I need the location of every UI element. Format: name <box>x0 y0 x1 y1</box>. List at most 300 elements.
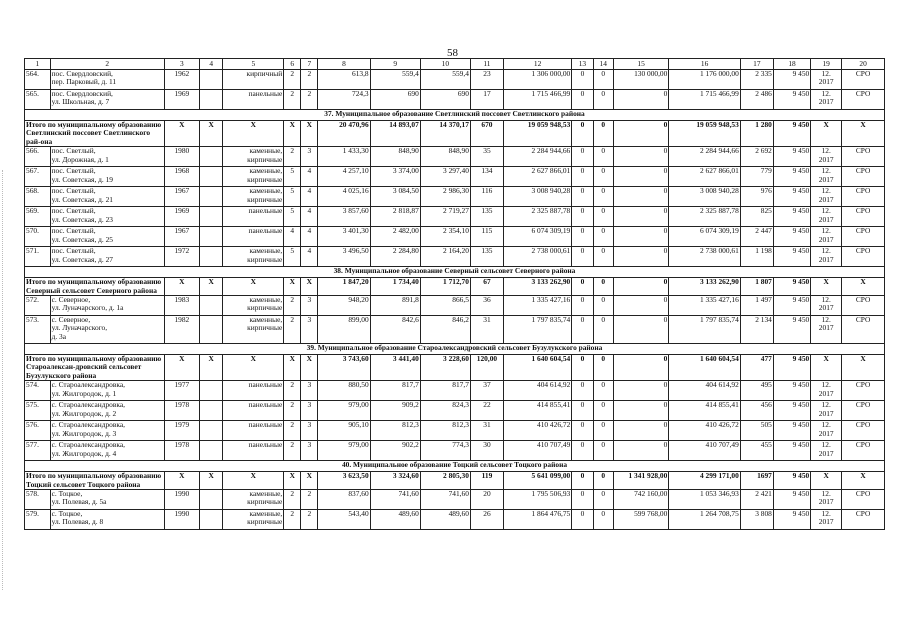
table-cell: 1 264 708,75 <box>669 510 740 530</box>
table-row <box>25 296 885 316</box>
table-cell: 1990 <box>164 510 199 530</box>
table-cell: 1979 <box>164 421 199 441</box>
table-cell: 3 857,60 <box>318 207 370 227</box>
table-cell: 0 <box>593 227 613 247</box>
table-cell: 3 084,50 <box>370 187 420 207</box>
table-cell: панельные <box>223 227 284 247</box>
subtotal-cell: 0 <box>613 121 668 147</box>
address-cell: пос. Светлый, ул. Советская, д. 21 <box>50 187 164 207</box>
table-cell: 2 <box>284 421 301 441</box>
subtotal-label: Итого по муниципальному образованию Староалексан-дровский сельсовет Бузулукского района <box>25 355 165 381</box>
table-cell: 23 <box>470 70 503 90</box>
table-cell: СРО <box>842 207 885 227</box>
table-cell: СРО <box>842 441 885 461</box>
table-cell: 2 <box>284 401 301 421</box>
row-number-cell: 576. <box>25 421 51 441</box>
column-number-cell: 18 <box>773 59 810 70</box>
table-cell: 976 <box>740 187 773 207</box>
table-cell: 410 707,49 <box>669 441 740 461</box>
table-cell: 0 <box>593 247 613 267</box>
table-cell: 17 <box>470 90 503 110</box>
address-cell: с. Староалександровка, ул. Жилгородок, д. 2 <box>50 401 164 421</box>
table-cell: 12. 2017 <box>811 381 842 401</box>
row-number-cell: 569. <box>25 207 51 227</box>
table-cell: 404 614,92 <box>503 381 571 401</box>
table-cell: 5 <box>284 207 301 227</box>
table-cell: 22 <box>470 401 503 421</box>
subtotal-cell: 1 640 604,54 <box>503 355 571 381</box>
table-cell: 1983 <box>164 296 199 316</box>
table-cell: 6 074 309,19 <box>669 227 740 247</box>
subtotal-cell: X <box>284 278 301 296</box>
table-cell: 3 008 940,28 <box>503 187 571 207</box>
table-cell: 2 421 <box>740 490 773 510</box>
subtotal-cell: X <box>223 278 284 296</box>
row-number-cell: 567. <box>25 167 51 187</box>
table-cell: каменные, кирпичные <box>223 247 284 267</box>
housing-registry-table <box>24 58 885 530</box>
section-heading-row <box>25 267 885 278</box>
table-cell: 0 <box>613 207 668 227</box>
subtotal-cell: 0 <box>593 121 613 147</box>
subtotal-cell: X <box>223 472 284 490</box>
table-cell: 2 284 944,66 <box>669 147 740 167</box>
table-cell: 0 <box>593 147 613 167</box>
table-cell: 12. 2017 <box>811 90 842 110</box>
table-cell: 12. 2017 <box>811 421 842 441</box>
table-cell: 543,40 <box>318 510 370 530</box>
table-cell: 2 <box>301 490 318 510</box>
table-cell <box>199 490 222 510</box>
table-row <box>25 207 885 227</box>
table-cell: СРО <box>842 490 885 510</box>
table-cell: 4 <box>301 207 318 227</box>
subtotal-cell: 0 <box>593 278 613 296</box>
table-cell: 2 <box>284 70 301 90</box>
subtotal-cell: 19 059 948,53 <box>669 121 740 147</box>
table-cell <box>199 90 222 110</box>
table-cell: 0 <box>593 316 613 344</box>
subtotal-cell: 0 <box>593 355 613 381</box>
column-number-cell: 15 <box>613 59 668 70</box>
subtotal-cell: X <box>284 355 301 381</box>
table-cell: 495 <box>740 381 773 401</box>
table-cell: 4 025,16 <box>318 187 370 207</box>
table-cell: 3 008 940,28 <box>669 187 740 207</box>
subtotal-cell: X <box>223 355 284 381</box>
table-cell: 414 855,41 <box>669 401 740 421</box>
table-cell: 455 <box>740 441 773 461</box>
housing-registry-table-container <box>24 58 885 530</box>
row-number-cell: 566. <box>25 147 51 167</box>
table-cell: панельные <box>223 90 284 110</box>
table-cell: 1 335 427,16 <box>669 296 740 316</box>
table-cell: 2 <box>284 147 301 167</box>
subtotal-cell: X <box>199 278 222 296</box>
subtotal-cell: 3 133 262,90 <box>669 278 740 296</box>
table-cell: 1 715 466,99 <box>503 90 571 110</box>
column-number-cell: 11 <box>470 59 503 70</box>
table-cell: 774,3 <box>420 441 470 461</box>
table-cell: 31 <box>470 421 503 441</box>
table-cell: 2 335 <box>740 70 773 90</box>
table-cell: 410 426,72 <box>669 421 740 441</box>
table-cell: 2 <box>284 510 301 530</box>
subtotal-row <box>25 121 885 147</box>
table-cell: 613,8 <box>318 70 370 90</box>
table-cell: 846,2 <box>420 316 470 344</box>
table-cell: 0 <box>613 147 668 167</box>
section-heading: 39. Муниципальное образование Староалександровский сельсовет Бузулукского района <box>25 344 885 355</box>
table-cell: 505 <box>740 421 773 441</box>
table-cell: 20 <box>470 490 503 510</box>
table-cell: 0 <box>593 510 613 530</box>
table-cell: 1 715 466,99 <box>669 90 740 110</box>
row-number-cell: 577. <box>25 441 51 461</box>
table-cell: 2 986,30 <box>420 187 470 207</box>
subtotal-label: Итого по муниципальному образованию Северный сельсовет Северного района <box>25 278 165 296</box>
subtotal-cell: X <box>284 121 301 147</box>
table-cell: СРО <box>842 247 885 267</box>
table-cell: 2 <box>284 441 301 461</box>
table-cell <box>199 421 222 441</box>
table-cell <box>199 70 222 90</box>
subtotal-cell: 9 450 <box>773 472 810 490</box>
table-cell: СРО <box>842 316 885 344</box>
table-cell: 559,4 <box>370 70 420 90</box>
column-number-row <box>25 59 885 70</box>
table-cell: СРО <box>842 381 885 401</box>
table-cell: каменные, кирпичные <box>223 187 284 207</box>
table-cell: 812,3 <box>370 421 420 441</box>
subtotal-cell: X <box>301 355 318 381</box>
table-cell: 0 <box>593 381 613 401</box>
table-cell: 9 450 <box>773 90 810 110</box>
table-cell: 1 864 476,75 <box>503 510 571 530</box>
table-cell: 724,3 <box>318 90 370 110</box>
table-cell: 1978 <box>164 401 199 421</box>
table-cell: 134 <box>470 167 503 187</box>
column-number-cell: 10 <box>420 59 470 70</box>
table-cell: 12. 2017 <box>811 401 842 421</box>
subtotal-cell: 9 450 <box>773 278 810 296</box>
table-cell: 741,60 <box>370 490 420 510</box>
table-cell: 9 450 <box>773 441 810 461</box>
table-cell: 0 <box>572 70 593 90</box>
table-cell: 3 <box>301 147 318 167</box>
address-cell: с. Тоцкое, ул. Полевая, д. 8 <box>50 510 164 530</box>
table-cell: 3 <box>301 381 318 401</box>
table-cell: 848,90 <box>420 147 470 167</box>
subtotal-cell: 120,00 <box>470 355 503 381</box>
table-row <box>25 147 885 167</box>
subtotal-cell: 19 059 948,53 <box>503 121 571 147</box>
table-cell <box>199 147 222 167</box>
column-number-cell: 19 <box>811 59 842 70</box>
table-cell: 3 <box>301 296 318 316</box>
table-cell: 410 426,72 <box>503 421 571 441</box>
table-cell: 1968 <box>164 167 199 187</box>
table-cell: 0 <box>613 316 668 344</box>
table-cell: 837,60 <box>318 490 370 510</box>
table-row <box>25 187 885 207</box>
table-cell: 1969 <box>164 90 199 110</box>
section-heading-row <box>25 110 885 121</box>
table-cell: 905,10 <box>318 421 370 441</box>
table-cell <box>199 187 222 207</box>
address-cell: пос. Светлый, ул. Советская, д. 27 <box>50 247 164 267</box>
row-number-cell: 570. <box>25 227 51 247</box>
table-cell: 0 <box>572 490 593 510</box>
table-cell: 979,00 <box>318 401 370 421</box>
table-cell: 4 <box>301 247 318 267</box>
table-cell: 3 <box>301 316 318 344</box>
table-cell: 0 <box>572 167 593 187</box>
table-cell: 30 <box>470 441 503 461</box>
subtotal-cell: 2 805,30 <box>420 472 470 490</box>
table-cell: 0 <box>572 401 593 421</box>
table-cell: 0 <box>613 296 668 316</box>
table-cell: 848,90 <box>370 147 420 167</box>
subtotal-cell: 1 341 928,00 <box>613 472 668 490</box>
table-cell: СРО <box>842 187 885 207</box>
subtotal-cell: 3 133 262,90 <box>503 278 571 296</box>
table-cell: 1978 <box>164 441 199 461</box>
table-cell: 9 450 <box>773 227 810 247</box>
table-cell: каменные, кирпичные <box>223 316 284 344</box>
table-cell: 4 <box>301 227 318 247</box>
table-cell: СРО <box>842 147 885 167</box>
table-cell: 0 <box>572 421 593 441</box>
column-number-cell: 5 <box>223 59 284 70</box>
table-cell: 1 176 000,00 <box>669 70 740 90</box>
table-cell: каменные, кирпичные <box>223 296 284 316</box>
column-number-cell: 3 <box>164 59 199 70</box>
subtotal-cell: X <box>842 472 885 490</box>
table-cell: 824,3 <box>420 401 470 421</box>
column-number-cell: 6 <box>284 59 301 70</box>
row-number-cell: 573. <box>25 316 51 344</box>
table-cell: каменные, кирпичные <box>223 510 284 530</box>
table-cell: 2 486 <box>740 90 773 110</box>
table-cell: 1 198 <box>740 247 773 267</box>
table-cell: 2 <box>284 381 301 401</box>
table-cell: 2 354,10 <box>420 227 470 247</box>
address-cell: пос. Светлый, ул. Дорожная, д. 1 <box>50 147 164 167</box>
table-cell: 9 450 <box>773 490 810 510</box>
subtotal-cell: X <box>199 121 222 147</box>
table-row <box>25 490 885 510</box>
address-cell: пос. Свердловский, пер. Парковый, д. 11 <box>50 70 164 90</box>
table-cell: 2 <box>284 490 301 510</box>
address-cell: пос. Светлый, ул. Советская, д. 19 <box>50 167 164 187</box>
table-cell: 9 450 <box>773 167 810 187</box>
table-cell: 779 <box>740 167 773 187</box>
section-heading: 37. Муниципальное образование Светлинский поссовет Светлинского района <box>25 110 885 121</box>
subtotal-label: Итого по муниципальному образованию Светлинский поссовет Светлинского рай-она <box>25 121 165 147</box>
table-cell: 0 <box>593 441 613 461</box>
table-cell: 414 855,41 <box>503 401 571 421</box>
table-cell: 979,00 <box>318 441 370 461</box>
subtotal-cell: X <box>164 472 199 490</box>
table-cell: 0 <box>593 490 613 510</box>
table-cell: 559,4 <box>420 70 470 90</box>
column-number-cell: 14 <box>593 59 613 70</box>
subtotal-cell: 0 <box>572 278 593 296</box>
table-cell: 2 134 <box>740 316 773 344</box>
table-cell: 3 <box>301 441 318 461</box>
table-cell: 825 <box>740 207 773 227</box>
column-number-cell: 7 <box>301 59 318 70</box>
address-cell: с. Староалександровка, ул. Жилгородок, д. 3 <box>50 421 164 441</box>
table-cell: СРО <box>842 401 885 421</box>
table-cell: 12. 2017 <box>811 207 842 227</box>
table-cell: 4 257,10 <box>318 167 370 187</box>
subtotal-cell: 477 <box>740 355 773 381</box>
table-cell: 37 <box>470 381 503 401</box>
row-number-cell: 575. <box>25 401 51 421</box>
table-cell: 880,50 <box>318 381 370 401</box>
table-cell: 0 <box>593 207 613 227</box>
table-cell: 2 447 <box>740 227 773 247</box>
table-cell: 2 <box>284 90 301 110</box>
subtotal-cell: 9 450 <box>773 121 810 147</box>
table-cell: 9 450 <box>773 510 810 530</box>
table-cell: 9 450 <box>773 207 810 227</box>
subtotal-cell: X <box>223 121 284 147</box>
column-number-cell: 13 <box>572 59 593 70</box>
row-number-cell: 578. <box>25 490 51 510</box>
table-cell: 12. 2017 <box>811 296 842 316</box>
table-cell: 1 053 346,93 <box>669 490 740 510</box>
subtotal-row <box>25 472 885 490</box>
table-cell: панельные <box>223 207 284 227</box>
table-cell: 0 <box>613 381 668 401</box>
table-cell: 0 <box>593 90 613 110</box>
table-cell: 3 <box>301 421 318 441</box>
table-cell: 0 <box>593 70 613 90</box>
table-cell: 2 325 887,78 <box>503 207 571 227</box>
table-cell: 1972 <box>164 247 199 267</box>
table-cell: 1990 <box>164 490 199 510</box>
table-cell: 1967 <box>164 187 199 207</box>
table-cell: 0 <box>593 401 613 421</box>
subtotal-cell: X <box>811 355 842 381</box>
subtotal-cell: 1 712,70 <box>420 278 470 296</box>
subtotal-cell: X <box>842 121 885 147</box>
table-cell: 2 719,27 <box>420 207 470 227</box>
table-cell <box>199 227 222 247</box>
table-cell: 0 <box>593 421 613 441</box>
table-cell: 2 <box>301 90 318 110</box>
table-cell: 1969 <box>164 207 199 227</box>
table-cell <box>199 401 222 421</box>
table-cell: СРО <box>842 90 885 110</box>
table-row <box>25 247 885 267</box>
table-cell: 404 614,92 <box>669 381 740 401</box>
subtotal-cell: X <box>164 278 199 296</box>
table-cell: 2 164,20 <box>420 247 470 267</box>
table-cell: 12. 2017 <box>811 316 842 344</box>
table-cell: 12. 2017 <box>811 167 842 187</box>
table-cell: 902,2 <box>370 441 420 461</box>
subtotal-cell: 0 <box>613 355 668 381</box>
table-cell: 0 <box>572 296 593 316</box>
table-cell: 489,60 <box>370 510 420 530</box>
subtotal-cell: 1 847,20 <box>318 278 370 296</box>
section-heading: 40. Муниципальное образование Тоцкий сельсовет Тоцкого района <box>25 461 885 472</box>
table-cell: 36 <box>470 296 503 316</box>
table-cell: 0 <box>572 316 593 344</box>
address-cell: пос. Светлый, ул. Советская, д. 25 <box>50 227 164 247</box>
subtotal-cell: 1 280 <box>740 121 773 147</box>
table-cell: 0 <box>572 381 593 401</box>
table-cell: 0 <box>613 187 668 207</box>
table-cell: 9 450 <box>773 147 810 167</box>
table-cell: 9 450 <box>773 316 810 344</box>
subtotal-row <box>25 355 885 381</box>
table-cell: 5 <box>284 167 301 187</box>
table-cell: 3 401,30 <box>318 227 370 247</box>
table-cell <box>199 441 222 461</box>
subtotal-cell: 3 623,50 <box>318 472 370 490</box>
address-cell: с. Северное, ул. Луначарского, д. 3а <box>50 316 164 344</box>
table-cell: 0 <box>572 207 593 227</box>
table-cell: 0 <box>572 187 593 207</box>
section-heading-row <box>25 344 885 355</box>
column-number-cell: 2 <box>50 59 164 70</box>
table-cell: 690 <box>370 90 420 110</box>
subtotal-row <box>25 278 885 296</box>
address-cell: с. Староалександровка, ул. Жилгородок, д. 4 <box>50 441 164 461</box>
table-cell: 1 795 506,93 <box>503 490 571 510</box>
table-cell: 0 <box>572 227 593 247</box>
table-cell: СРО <box>842 167 885 187</box>
table-row <box>25 90 885 110</box>
subtotal-cell: 3 228,60 <box>420 355 470 381</box>
column-number-cell: 20 <box>842 59 885 70</box>
table-cell: 130 000,00 <box>613 70 668 90</box>
table-row <box>25 401 885 421</box>
table-cell: 2 738 000,61 <box>503 247 571 267</box>
row-number-cell: 579. <box>25 510 51 530</box>
subtotal-cell: 0 <box>572 472 593 490</box>
table-cell: 899,00 <box>318 316 370 344</box>
table-body <box>25 59 885 530</box>
table-cell: 9 450 <box>773 70 810 90</box>
table-cell: 842,6 <box>370 316 420 344</box>
table-row <box>25 381 885 401</box>
table-cell: 456 <box>740 401 773 421</box>
row-number-cell: 571. <box>25 247 51 267</box>
table-cell <box>199 381 222 401</box>
subtotal-cell: 670 <box>470 121 503 147</box>
table-cell: 12. 2017 <box>811 510 842 530</box>
subtotal-cell: 3 441,40 <box>370 355 420 381</box>
table-cell: 0 <box>593 296 613 316</box>
subtotal-cell: 9 450 <box>773 355 810 381</box>
table-cell: 0 <box>572 441 593 461</box>
table-cell: 817,7 <box>420 381 470 401</box>
subtotal-cell: 3 324,60 <box>370 472 420 490</box>
subtotal-cell: X <box>164 355 199 381</box>
table-cell: 742 160,00 <box>613 490 668 510</box>
subtotal-cell: 0 <box>572 355 593 381</box>
table-cell: 3 374,00 <box>370 167 420 187</box>
table-cell: 0 <box>572 247 593 267</box>
subtotal-cell: X <box>811 472 842 490</box>
table-cell: 0 <box>613 421 668 441</box>
